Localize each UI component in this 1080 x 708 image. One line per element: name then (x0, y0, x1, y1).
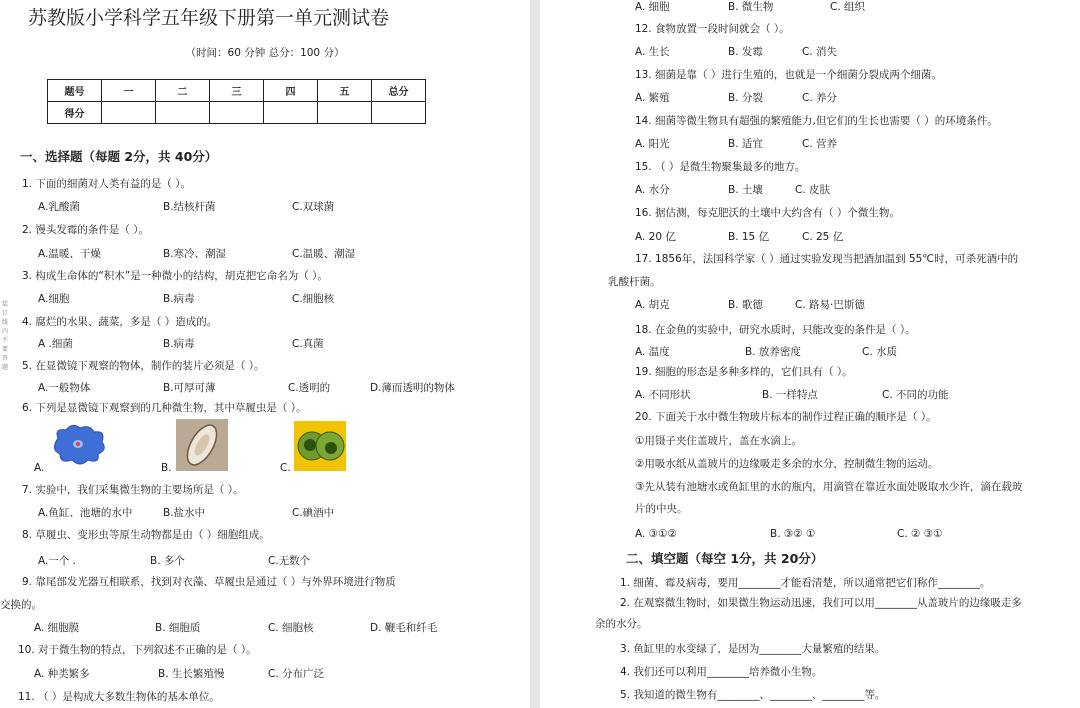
fill-question: 1. 细菌、霉及病毒，要用________才能看清楚，所以通常把它们称作________。 (620, 577, 991, 589)
option: A .细菌 (38, 338, 73, 350)
question-text: 16. 据估测，每克肥沃的土壤中大约含有（ ）个微生物。 (635, 207, 900, 219)
option: C. 25 亿 (802, 231, 844, 243)
table-cell: 三 (210, 80, 264, 102)
question-text: 12. 食物放置一段时间就会（ ）。 (635, 23, 790, 35)
question-text: 19. 细胞的形态是多种多样的，它们具有（ ）。 (635, 366, 853, 378)
question-text: 乳酸杆菌。 (608, 276, 661, 288)
table-cell: 总分 (372, 80, 426, 102)
section-heading: 二、填空题（每空 1分，共 20分） (626, 551, 824, 566)
option: A.细胞 (38, 293, 70, 305)
step-text: ①用镊子夹住盖玻片，盖在水滴上。 (635, 435, 802, 447)
table-cell (318, 102, 372, 124)
option: B.寒冷、潮湿 (163, 248, 227, 260)
exam-title: 苏教版小学科学五年级下册第一单元测试卷 (28, 7, 390, 29)
fill-question: 5. 我知道的微生物有________、________、________等。 (620, 689, 886, 701)
option: B. 一样特点 (762, 389, 818, 401)
question-text: 8. 草履虫、变形虫等原生动物都是由（ ）细胞组成。 (22, 529, 270, 541)
option: C. 不同的功能 (882, 389, 949, 401)
question-text: 10. 对于微生物的特点，下列叙述不正确的是（ ）。 (18, 644, 257, 656)
option: B. 细胞质 (155, 622, 201, 634)
table-cell (372, 102, 426, 124)
question-text: 20. 下面关于水中微生物玻片标本的制作过程正确的顺序是（ ）。 (635, 411, 937, 423)
option: B.结核杆菌 (163, 201, 216, 213)
option: C. 分布广泛 (268, 668, 325, 680)
option: B. 分裂 (728, 92, 763, 104)
binding-margin-note: 装订线内不要答题 (2, 301, 9, 371)
option: A. 细胞膜 (34, 622, 80, 634)
option: C.透明的 (288, 382, 331, 394)
option: C. 消失 (802, 46, 838, 58)
option: A.一个 . (38, 555, 77, 567)
option: A. ③①② (635, 528, 677, 540)
option: C. 养分 (802, 92, 838, 104)
option: C.细胞核 (292, 293, 335, 305)
fill-question: 余的水分。 (595, 618, 648, 630)
option: B. 放养密度 (745, 346, 801, 358)
option: A. 生长 (635, 46, 670, 58)
fill-question: 3. 鱼缸里的水变绿了，是因为________大量繁殖的结果。 (620, 643, 886, 655)
option: B. 15 亿 (728, 231, 770, 243)
question-text: 18. 在金鱼的实验中，研究水质时，只能改变的条件是（ ）。 (635, 324, 916, 336)
option: C. ② ③① (897, 528, 943, 540)
option: A. 胡克 (635, 299, 670, 311)
table-cell (264, 102, 318, 124)
option: B. (161, 462, 172, 474)
question-text: 15. （ ）是微生物聚集最多的地方。 (635, 161, 806, 173)
table-cell (156, 102, 210, 124)
table-cell: 二 (156, 80, 210, 102)
option: A. 种类繁多 (34, 668, 90, 680)
option: A.乳酸菌 (38, 201, 80, 213)
option: B. 微生物 (728, 1, 774, 13)
option: C.温暖、潮湿 (292, 248, 356, 260)
option: B.病毒 (163, 293, 195, 305)
option: D. 鞭毛和纤毛 (370, 622, 438, 634)
option: C. 路易·巴斯德 (795, 299, 865, 311)
table-cell (210, 102, 264, 124)
option: C.双球菌 (292, 201, 335, 213)
option: B. 生长繁殖慢 (158, 668, 225, 680)
question-text: 7. 实验中，我们采集微生物的主要场所是（ ）。 (22, 484, 244, 496)
question-text: 9. 靠尾部发光器互相联系，找到对衣藻、草履虫是通过（ ）与外界环境进行物质 (22, 576, 396, 588)
option: A. 繁殖 (635, 92, 670, 104)
option: A. 不同形状 (635, 389, 691, 401)
option: A. 20 亿 (635, 231, 676, 243)
option: B.病毒 (163, 338, 195, 350)
option: A.鱼缸、池塘的水中 (38, 507, 133, 519)
table-cell: 五 (318, 80, 372, 102)
table-row (48, 80, 426, 102)
option: D.薄而透明的物体 (370, 382, 455, 394)
option: B. 歌德 (728, 299, 763, 311)
option: B. ③② ① (770, 528, 816, 540)
score-table (47, 79, 426, 124)
question-text: 6. 下列是显微镜下观察到的几种微生物，其中草履虫是（ ）。 (22, 402, 307, 414)
fill-question: 2. 在观察微生物时，如果微生物运动迅速，我们可以用________从盖玻片的边缘吸走多 (620, 597, 1022, 609)
step-text: ②用吸水纸从盖玻片的边缘吸走多余的水分，控制微生物的运动。 (635, 458, 939, 470)
table-cell: 题号 (48, 80, 102, 102)
question-text: 2. 馒头发霉的条件是（ ）。 (22, 224, 149, 236)
question-text: 交换的。 (0, 599, 42, 611)
question-text: 11. （ ）是构成大多数生物体的基本单位。 (18, 691, 220, 703)
option: B. 土壤 (728, 184, 763, 196)
left-page (0, 0, 530, 708)
option: C. 组织 (830, 1, 866, 13)
option: A.温暖、干燥 (38, 248, 101, 260)
option: B. 多个 (150, 555, 185, 567)
option: A. 阳光 (635, 138, 670, 150)
option: C.碘酒中 (292, 507, 335, 519)
option: C.无数个 (268, 555, 311, 567)
question-text: 17. 1856年，法国科学家（ ）通过实验发现当把酒加温到 55℃时，可杀死酒中的 (635, 253, 1019, 265)
option: B. 适宜 (728, 138, 763, 150)
table-row (48, 102, 426, 124)
option: A. (34, 462, 45, 474)
table-cell: 得分 (48, 102, 102, 124)
step-text: 片的中央。 (635, 503, 688, 515)
option: B. 发霉 (728, 46, 763, 58)
question-text: 13. 细菌是靠（ ）进行生殖的，也就是一个细菌分裂成两个细菌。 (635, 69, 942, 81)
option: A. 细胞 (635, 1, 670, 13)
option: C. (280, 462, 291, 474)
exam-subtitle: （时间：60 分钟 总分：100 分） (185, 47, 345, 59)
option: C. 皮肤 (795, 184, 831, 196)
question-text: 4. 腐烂的水果、蔬菜，多是（ ）造成的。 (22, 316, 218, 328)
option: B.可厚可薄 (163, 382, 216, 394)
option: A. 水分 (635, 184, 670, 196)
option: B.盐水中 (163, 507, 206, 519)
right-page (540, 0, 1080, 708)
option: A.一般物体 (38, 382, 91, 394)
option: C. 水质 (862, 346, 898, 358)
option: A. 温度 (635, 346, 670, 358)
table-cell: 四 (264, 80, 318, 102)
step-text: ③先从装有池塘水或鱼缸里的水的瓶内，用滴管在靠近水面处吸取水少许，滴在载玻 (635, 481, 1023, 493)
fill-question: 4. 我们还可以利用________培养微小生物。 (620, 666, 823, 678)
question-text: 1. 下面的细菌对人类有益的是（ ）。 (22, 178, 191, 190)
option: C. 细胞核 (268, 622, 314, 634)
option: C. 营养 (802, 138, 838, 150)
section-heading: 一、选择题（每题 2分，共 40分） (20, 149, 218, 164)
question-text: 14. 细菌等微生物具有超强的繁殖能力,但它们的生长也需要（ ）的环境条件。 (635, 115, 998, 127)
amoeba-image (48, 420, 112, 468)
table-cell: 一 (102, 80, 156, 102)
question-text: 3. 构成生命体的“积木”是一种微小的结构，胡克把它命名为（ ）。 (22, 270, 328, 282)
table-cell (102, 102, 156, 124)
paramecium-image (176, 419, 228, 471)
question-text: 5. 在显微镜下观察的物体，制作的装片必须是（ ）。 (22, 360, 265, 372)
algae-image (294, 421, 346, 471)
option: C.真菌 (292, 338, 324, 350)
